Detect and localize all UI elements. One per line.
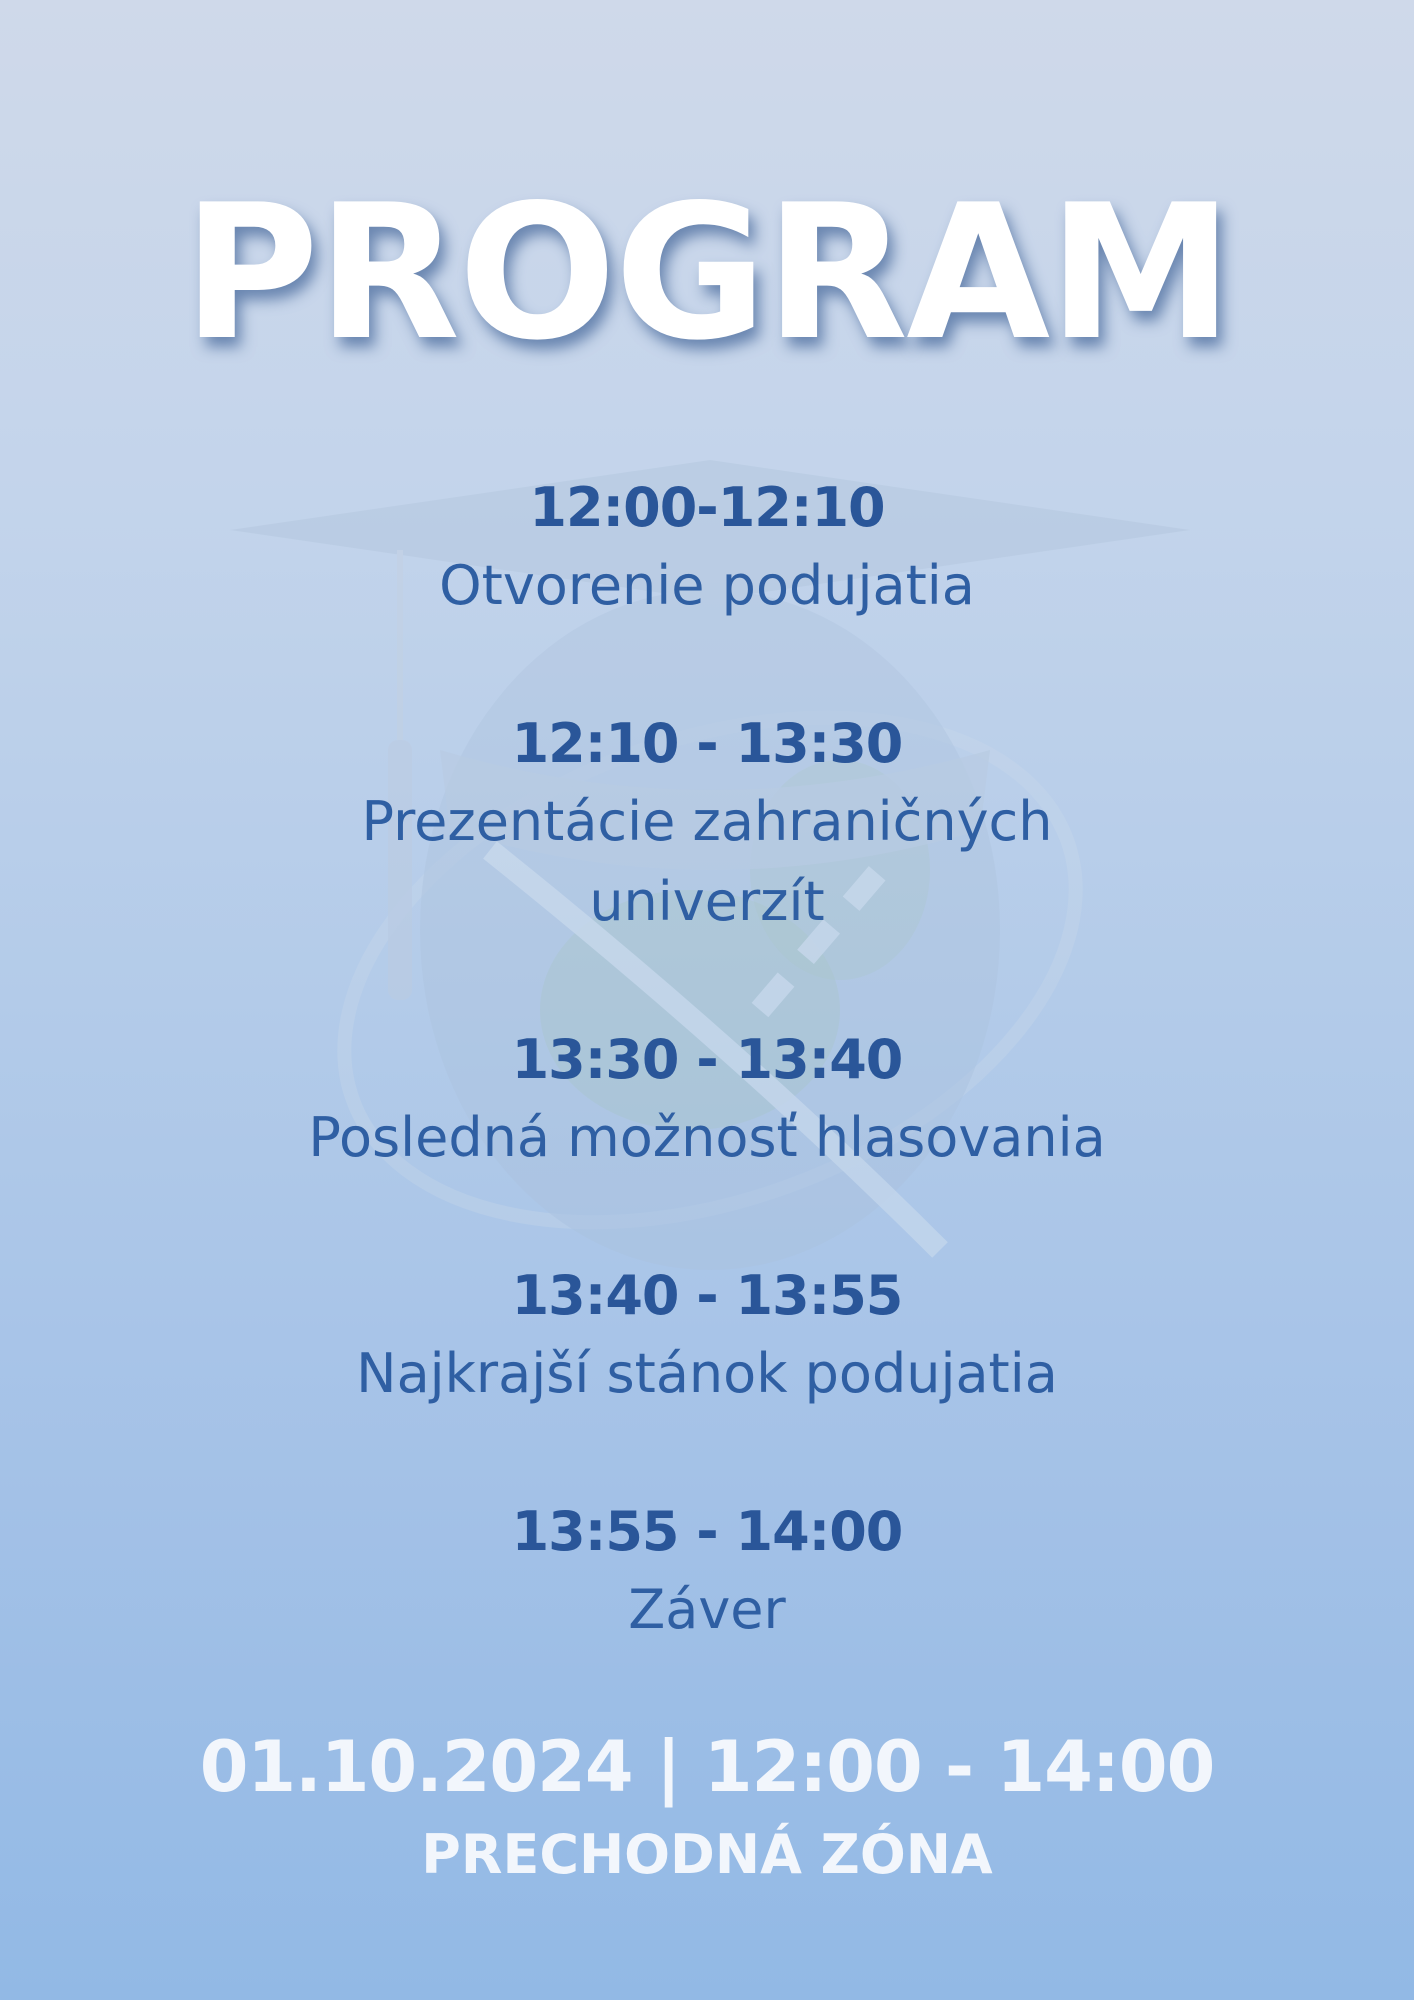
page-title: PROGRAM xyxy=(182,164,1232,381)
event-date-time: 01.10.2024 | 12:00 - 14:00 xyxy=(199,1726,1215,1808)
schedule-item-time: 12:10 - 13:30 xyxy=(511,712,903,775)
schedule-item-time: 12:00-12:10 xyxy=(529,476,885,539)
schedule-item-description: Otvorenie podujatia xyxy=(439,554,975,617)
schedule-item xyxy=(0,1258,1414,1414)
schedule-item-description: Najkrajší stánok podujatia xyxy=(356,1342,1058,1405)
schedule-item xyxy=(0,1494,1414,1650)
schedule-item-description: Posledná možnosť hlasovania xyxy=(308,1106,1106,1169)
event-location: PRECHODNÁ ZÓNA xyxy=(421,1823,993,1886)
schedule-item xyxy=(0,470,1414,626)
schedule-item-time: 13:55 - 14:00 xyxy=(511,1500,903,1563)
schedule-item-time: 13:30 - 13:40 xyxy=(511,1028,903,1091)
schedule-item-description: Prezentácie zahraničných univerzít xyxy=(361,790,1053,933)
schedule-item xyxy=(0,706,1414,942)
schedule-list xyxy=(0,470,1414,1650)
schedule-item xyxy=(0,1022,1414,1178)
schedule-item-time: 13:40 - 13:55 xyxy=(511,1264,903,1327)
schedule-item-description: Záver xyxy=(628,1578,786,1641)
